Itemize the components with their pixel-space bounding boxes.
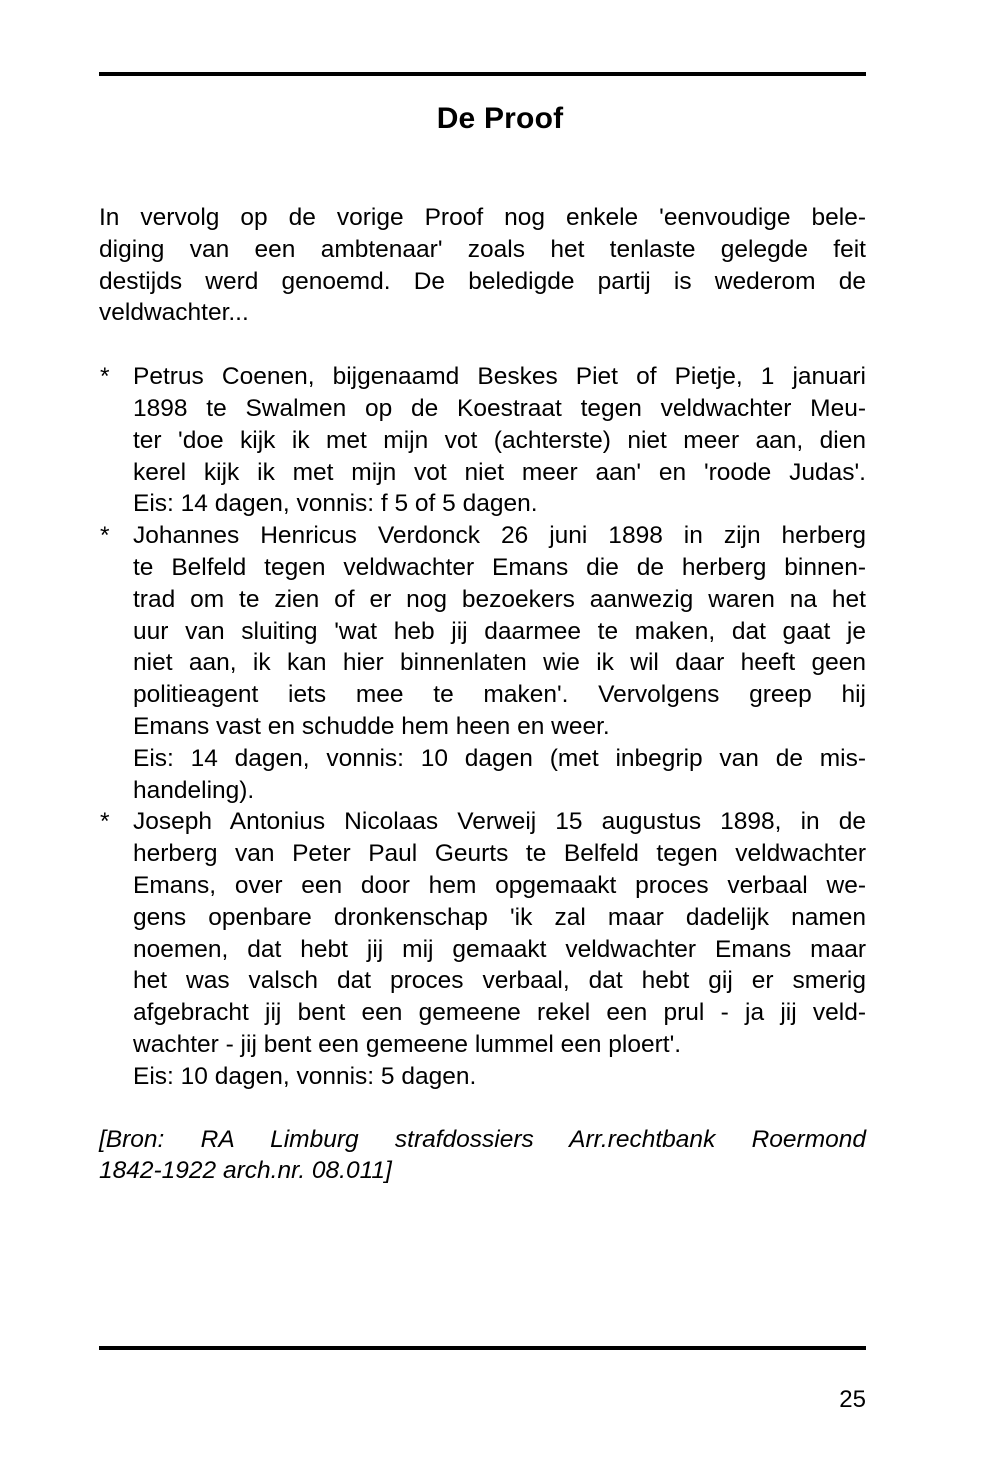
intro-line: In vervolg op de vorige Proof nog enkele 'eenvoudige bele- <box>99 204 866 231</box>
top-rule <box>99 72 866 76</box>
case-line: ter 'doe kijk ik met mijn vot (achterste) niet meer aan, dien <box>133 426 866 454</box>
case-list <box>99 361 866 1092</box>
source-line: 1842-1922 arch.nr. 08.011] <box>99 1157 392 1185</box>
case-verdict: Eis: 14 dagen, vonnis: f 5 of 5 dagen. <box>133 490 538 518</box>
case-line: Emans, over een door hem opgemaakt proces verbaal we- <box>133 871 866 899</box>
bullet-asterisk: * <box>100 808 110 836</box>
intro-paragraph <box>99 202 866 329</box>
case-item <box>99 806 866 1092</box>
case-line: kerel kijk ik met mijn vot niet meer aan' en 'roode Judas'. <box>133 458 866 486</box>
case-line: politieagent iets mee te maken'. Vervolgens greep hij <box>133 681 866 709</box>
intro-line: veldwachter... <box>99 299 249 327</box>
case-line: gens openbare dronkenschap 'ik zal maar dadelijk namen <box>133 903 866 931</box>
case-line: uur van sluiting 'wat heb jij daarmee te maken, dat gaat je <box>133 617 866 645</box>
page-title: De Proof <box>436 102 564 135</box>
case-line: afgebracht jij bent een gemeene rekel een prul - ja jij veld- <box>133 999 866 1027</box>
bottom-rule <box>99 1346 866 1350</box>
bullet-asterisk: * <box>100 363 110 391</box>
case-verdict: Eis: 14 dagen, vonnis: 10 dagen (met inbegrip van de mis- <box>133 744 866 772</box>
case-line: Emans vast en schudde hem heen en weer. <box>133 712 610 740</box>
bullet-asterisk: * <box>100 522 110 550</box>
case-verdict: Eis: 10 dagen, vonnis: 5 dagen. <box>133 1062 477 1090</box>
case-line: wachter - jij bent een gemeene lummel een ploert'. <box>133 1030 682 1058</box>
case-line: trad om te zien of er nog bezoekers aanwezig waren na het <box>133 585 866 613</box>
case-line: 1898 te Swalmen op de Koestraat tegen veldwachter Meu- <box>133 394 866 422</box>
case-line: het was valsch dat proces verbaal, dat hebt gij er smerig <box>133 967 866 995</box>
case-line: te Belfeld tegen veldwachter Emans die de herberg binnen- <box>133 553 866 581</box>
case-line: Petrus Coenen, bijgenaamd Beskes Piet of Pietje, 1 januari <box>133 363 866 391</box>
intro-line: diging van een ambtenaar' zoals het tenlaste gelegde feit <box>99 235 866 263</box>
case-line: Joseph Antonius Nicolaas Verweij 15 augustus 1898, in de <box>133 808 866 836</box>
page-number: 25 <box>839 1386 866 1413</box>
source-citation <box>99 1124 866 1188</box>
case-line: noemen, dat hebt jij mij gemaakt veldwachter Emans maar <box>133 935 866 963</box>
case-line: Johannes Henricus Verdonck 26 juni 1898 in zijn herberg <box>133 522 866 550</box>
case-item <box>99 361 866 520</box>
intro-line: destijds werd genoemd. De beledigde partij is wederom de <box>99 267 866 295</box>
case-verdict: handeling). <box>133 776 255 804</box>
case-line: herberg van Peter Paul Geurts te Belfeld tegen veldwachter <box>133 840 866 868</box>
case-item <box>99 520 866 806</box>
article-body <box>99 202 866 1187</box>
case-line: niet aan, ik kan hier binnenlaten wie ik wil daar heeft geen <box>133 649 866 677</box>
source-line: [Bron: RA Limburg strafdossiers Arr.rechtbank Roermond <box>99 1125 866 1153</box>
